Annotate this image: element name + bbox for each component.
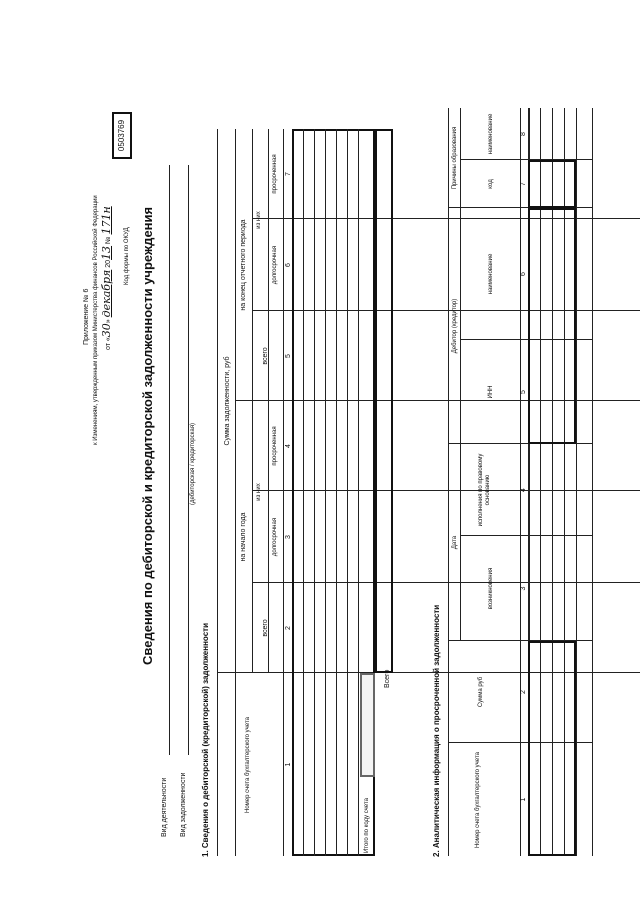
appendix-label: Приложение № 6 xyxy=(83,288,90,345)
grid-line xyxy=(217,129,218,856)
s2-col-reasons: Причины образования xyxy=(452,126,458,190)
s1-col-num: 6 xyxy=(285,263,292,267)
s2-col-debtor: Дебитор (кредитор) xyxy=(452,298,458,354)
s1-col-longterm-begin: долгосрочная xyxy=(272,517,278,557)
grid-line xyxy=(358,129,359,856)
s1-subtotal-cell xyxy=(360,673,375,777)
activity-type-line xyxy=(169,165,170,755)
grid-line xyxy=(347,129,348,856)
s2-col-reason-name: наименование xyxy=(488,113,494,155)
s1-col-num: 3 xyxy=(285,535,292,539)
order-date-line: от «30» декабря 2013 № 171н xyxy=(100,206,113,350)
s1-col-begin: на начало года xyxy=(240,512,247,562)
s2-col-sum: Сумма руб xyxy=(478,676,484,708)
s1-total-label: Всего xyxy=(384,669,391,688)
s1-col-overdue-begin: просроченная xyxy=(272,426,278,466)
s1-col-longterm-end: долгосрочная xyxy=(272,245,278,285)
s2-col-num: 7 xyxy=(520,182,527,186)
s1-subtotal-label: Итого по коду счета xyxy=(364,798,370,853)
s2-col-num: 3 xyxy=(520,586,527,591)
activity-type-label: Вид деятельности xyxy=(161,777,168,837)
s1-col-of-them-end: из них xyxy=(256,211,262,229)
s1-col-overdue-end: просроченная xyxy=(272,154,278,194)
grid-line xyxy=(448,108,449,856)
s1-total-row xyxy=(375,129,393,673)
s1-col-total-end: всего xyxy=(262,347,269,365)
s2-col-execution: исполнения по правовому основанию xyxy=(478,453,491,527)
order-month: декабря xyxy=(100,269,113,318)
okud-label: Код формы по ОКУД xyxy=(124,227,130,285)
s1-col-sum: Сумма задолженности, руб xyxy=(224,356,231,446)
s1-col-account: Номер счета бухгалтерского учета xyxy=(245,717,251,813)
grid-line xyxy=(235,129,236,856)
s2-col-code: код xyxy=(488,179,494,189)
s2-col-num: 6 xyxy=(520,272,527,276)
order-number: 171н xyxy=(100,206,113,235)
s1-col-of-them-begin: из них xyxy=(256,483,262,501)
order-year-suffix: 13 xyxy=(100,245,113,260)
s2-col-num: 8 xyxy=(520,132,527,136)
s2-col-num: 5 xyxy=(520,390,527,394)
s2-col-num: 4 xyxy=(520,488,527,492)
grid-line xyxy=(336,129,337,856)
section2-title: 2. Аналитическая информация о просроченной задолженности xyxy=(432,604,441,857)
order-day: 30 xyxy=(100,323,113,338)
s1-col-num: 2 xyxy=(285,626,292,630)
s2-frame-debtor xyxy=(528,208,576,444)
grid-line xyxy=(303,129,304,856)
number-prefix: № xyxy=(105,236,112,244)
s2-col-num: 2 xyxy=(520,690,527,694)
debt-type-line xyxy=(188,165,189,755)
s1-col-num: 1 xyxy=(285,762,292,767)
s2-col-inn: ИНН xyxy=(488,385,494,399)
okud-code: 0503769 xyxy=(117,119,126,152)
grid-line xyxy=(252,129,253,673)
grid-line xyxy=(460,108,461,641)
s2-col-name: наименование xyxy=(488,253,494,295)
s2-frame-reason-code xyxy=(528,160,576,208)
grid-line xyxy=(314,129,315,856)
s1-col-end: на конец отчетного периода xyxy=(240,219,247,311)
s1-col-num: 5 xyxy=(285,354,292,358)
grid-line xyxy=(283,129,284,856)
grid-line xyxy=(576,108,577,856)
changes-label: к Изменениям, утвержденным приказом Министерства финансов Российской Федерации xyxy=(93,195,99,445)
debt-type-hint: (дебиторская / кредиторская) xyxy=(190,423,196,505)
order-year-prefix: 20 xyxy=(105,259,112,268)
s2-frame-account-sum xyxy=(528,641,576,856)
debt-type-label: Вид задолженности xyxy=(180,772,187,837)
grid-line xyxy=(592,108,593,856)
from-prefix: от xyxy=(105,343,112,350)
s2-col-num: 1 xyxy=(520,797,527,802)
s2-col-account: Номер счета бухгалтерского учета xyxy=(475,752,481,848)
grid-line xyxy=(325,129,326,856)
form-title: Сведения по дебиторской и кредиторской задолженности учреждения xyxy=(140,206,155,665)
section1-title: 1. Сведения о дебиторской (кредиторской) задолженности xyxy=(201,623,210,857)
okud-code-box xyxy=(112,112,132,159)
s1-col-num: 7 xyxy=(285,172,292,176)
s2-col-origin: возникновения xyxy=(488,567,494,610)
s2-col-date: Дата xyxy=(452,535,458,550)
s1-col-total-begin: всего xyxy=(262,619,269,637)
s1-col-num: 4 xyxy=(285,444,292,448)
